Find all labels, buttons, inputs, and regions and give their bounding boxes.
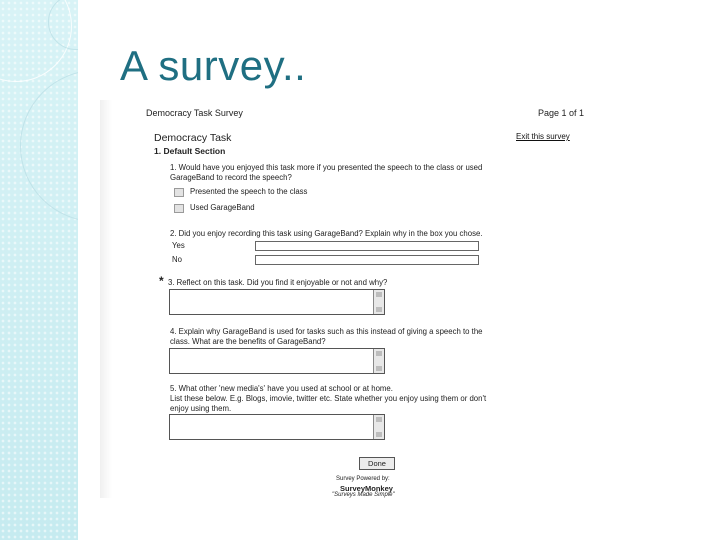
checkbox-used-garageband[interactable] bbox=[174, 204, 184, 213]
checkbox-presented-speech[interactable] bbox=[174, 188, 184, 197]
textarea-scrollbar[interactable] bbox=[373, 349, 384, 373]
textarea-scrollbar[interactable] bbox=[373, 290, 384, 314]
question-5-line-3: enjoy using them. bbox=[170, 404, 232, 413]
exit-survey-link[interactable]: Exit this survey bbox=[516, 132, 570, 141]
question-5-line-2: List these below. E.g. Blogs, imovie, twitter etc. State whether you enjoy using them or don't bbox=[170, 394, 487, 403]
survey-section-title: Democracy Task bbox=[154, 132, 232, 144]
default-section-heading: 1. Default Section bbox=[154, 146, 226, 156]
question-5-textarea[interactable] bbox=[169, 414, 385, 440]
question-3-textarea[interactable] bbox=[169, 289, 385, 315]
question-1-line-2: GarageBand to record the speech? bbox=[170, 173, 292, 182]
question-2-text: 2. Did you enjoy recording this task using GarageBand? Explain why in the box you chose. bbox=[170, 229, 483, 238]
scan-edge-shadow bbox=[100, 100, 112, 498]
question-4-textarea[interactable] bbox=[169, 348, 385, 374]
question-3-text: 3. Reflect on this task. Did you find it enjoyable or not and why? bbox=[168, 278, 388, 287]
question-4-line-1: 4. Explain why GarageBand is used for tasks such as this instead of giving a speech to the bbox=[170, 327, 483, 336]
powered-by-label: Survey Powered by: bbox=[336, 476, 390, 482]
yes-explanation-input[interactable] bbox=[255, 241, 479, 251]
yes-label: Yes bbox=[172, 241, 185, 250]
option-label-presented-speech: Presented the speech to the class bbox=[190, 187, 308, 196]
decorative-ring bbox=[20, 70, 78, 222]
decorative-side-band bbox=[0, 0, 78, 540]
no-label: No bbox=[172, 255, 182, 264]
slide-title: A survey.. bbox=[120, 42, 307, 89]
surveymonkey-logo[interactable]: SurveyMonkey bbox=[340, 484, 393, 493]
survey-header-title: Democracy Task Survey bbox=[146, 108, 243, 118]
question-4-line-2: class. What are the benefits of GarageBand? bbox=[170, 337, 326, 346]
no-explanation-input[interactable] bbox=[255, 255, 479, 265]
required-asterisk: * bbox=[159, 274, 164, 288]
question-1-line-1: 1. Would have you enjoyed this task more if you presented the speech to the class or used bbox=[170, 163, 483, 172]
textarea-scrollbar[interactable] bbox=[373, 415, 384, 439]
option-label-used-garageband: Used GarageBand bbox=[190, 203, 255, 212]
done-button[interactable]: Done bbox=[359, 457, 395, 470]
question-5-line-1: 5. What other 'new media's' have you used at school or at home. bbox=[170, 384, 393, 393]
page-indicator: Page 1 of 1 bbox=[538, 108, 585, 118]
survey-screenshot bbox=[100, 100, 630, 498]
tagline: "Surveys Made Simple" bbox=[332, 492, 395, 498]
